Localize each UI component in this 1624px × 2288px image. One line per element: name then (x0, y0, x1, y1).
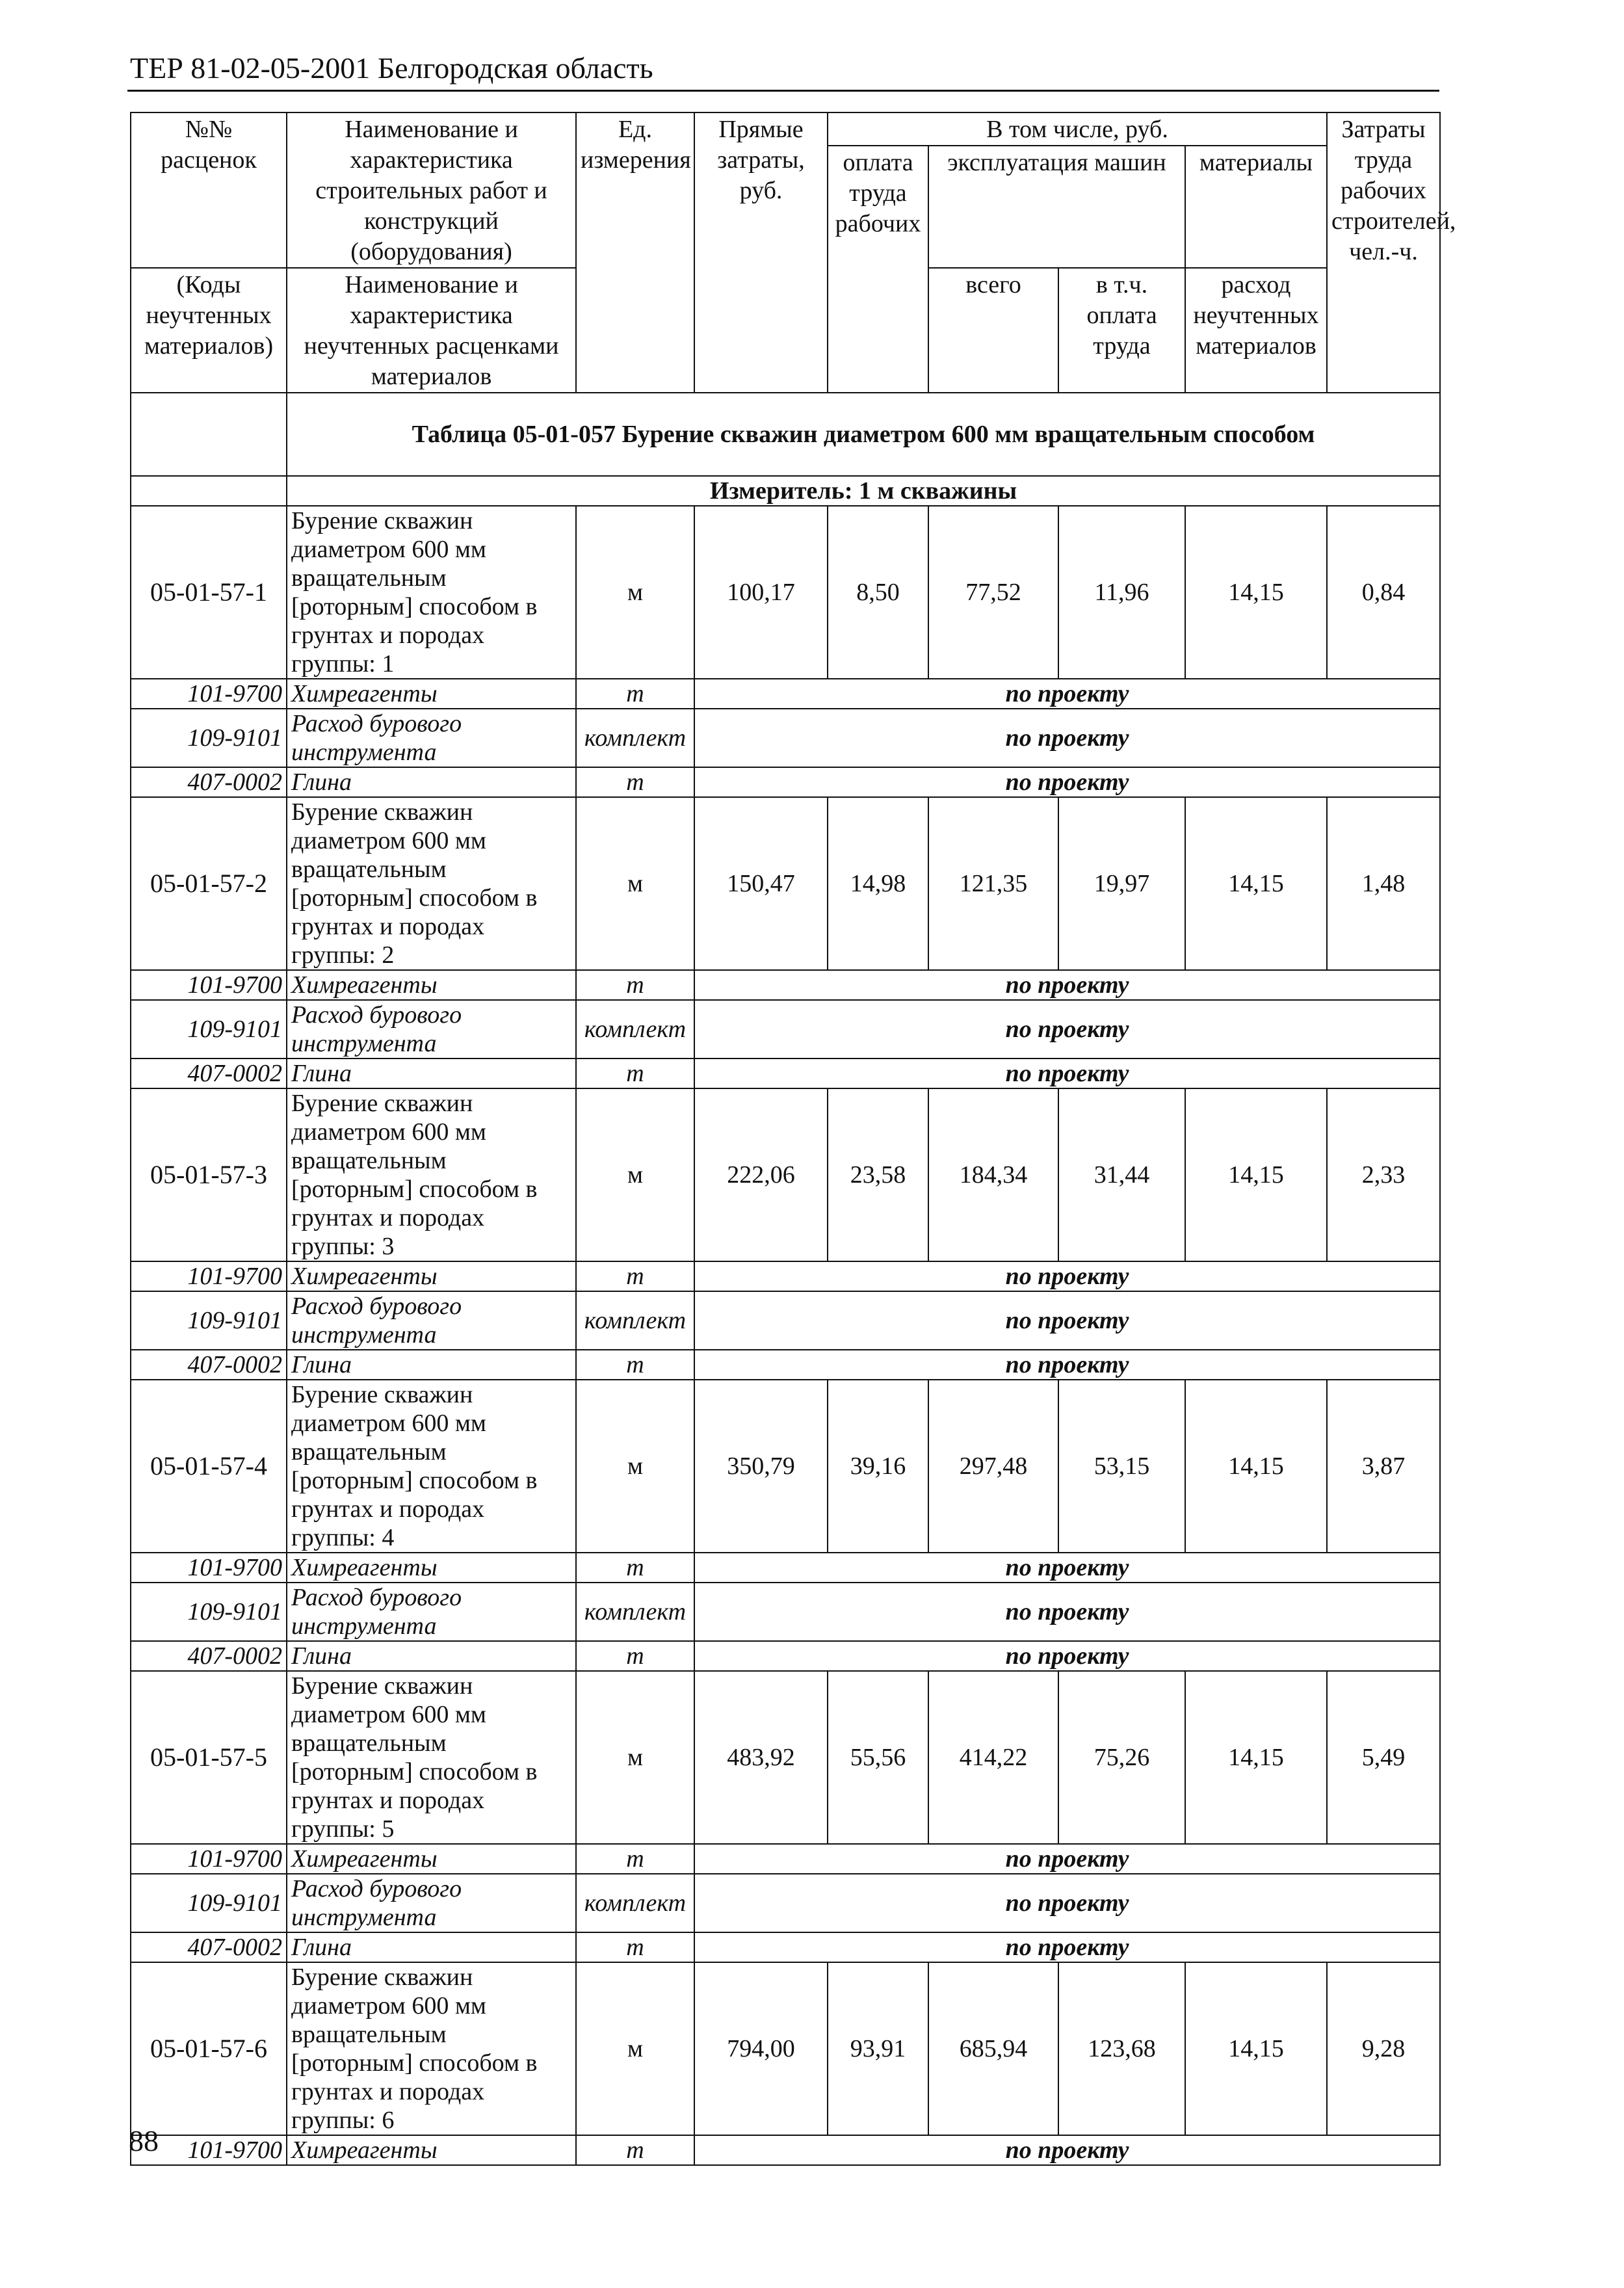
rate-machines-wages: 19,97 (1058, 797, 1185, 970)
rate-materials: 14,15 (1185, 1380, 1327, 1553)
material-row (131, 1350, 1440, 1380)
material-name: Глина (287, 1641, 576, 1671)
rate-name: Бурение скважин диаметром 600 мм вращательным [роторным] способом в грунтах и породах группы: 6 (287, 1962, 576, 2135)
material-value: по проекту (694, 2135, 1440, 2165)
material-code: 407-0002 (131, 1350, 287, 1380)
material-value: по проекту (694, 1553, 1440, 1583)
header-materials: материалы (1185, 146, 1327, 268)
measure-spacer (131, 476, 287, 506)
material-unit: комплект (576, 709, 694, 767)
rate-name: Бурение скважин диаметром 600 мм вращательным [роторным] способом в грунтах и породах группы: 2 (287, 797, 576, 970)
rate-name: Бурение скважин диаметром 600 мм вращательным [роторным] способом в грунтах и породах группы: 4 (287, 1380, 576, 1553)
material-unit: т (576, 2135, 694, 2165)
rate-unit: м (576, 1380, 694, 1553)
material-unit: т (576, 1261, 694, 1291)
material-name: Глина (287, 1932, 576, 1962)
material-value: по проекту (694, 1641, 1440, 1671)
rate-code: 05-01-57-3 (131, 1088, 287, 1261)
header-rule (127, 90, 1439, 92)
header-unit: Ед. измерения (576, 112, 694, 393)
rate-wages: 14,98 (828, 797, 928, 970)
rate-unit: м (576, 1671, 694, 1844)
material-name: Расход бурового инструмента (287, 1000, 576, 1059)
material-row (131, 1583, 1440, 1641)
material-row (131, 1641, 1440, 1671)
rate-labor: 3,87 (1327, 1380, 1440, 1553)
rate-name: Бурение скважин диаметром 600 мм вращательным [роторным] способом в грунтах и породах группы: 3 (287, 1088, 576, 1261)
rate-direct-costs: 150,47 (694, 797, 828, 970)
material-row (131, 1291, 1440, 1350)
material-row (131, 709, 1440, 767)
rate-direct-costs: 222,06 (694, 1088, 828, 1261)
material-code: 407-0002 (131, 1932, 287, 1962)
header-wages: оплата труда рабочих (828, 146, 928, 393)
material-code: 101-9700 (131, 1261, 287, 1291)
material-row (131, 1932, 1440, 1962)
material-code: 101-9700 (131, 1844, 287, 1874)
material-code: 109-9101 (131, 1583, 287, 1641)
material-unit: комплект (576, 1291, 694, 1350)
material-name: Расход бурового инструмента (287, 1291, 576, 1350)
material-row (131, 767, 1440, 797)
rate-direct-costs: 100,17 (694, 506, 828, 679)
rate-labor: 0,84 (1327, 506, 1440, 679)
material-unit: т (576, 1932, 694, 1962)
material-value: по проекту (694, 1291, 1440, 1350)
material-value: по проекту (694, 1844, 1440, 1874)
table-body (131, 393, 1440, 2165)
material-code: 407-0002 (131, 1059, 287, 1088)
rate-code: 05-01-57-4 (131, 1380, 287, 1553)
material-code: 109-9101 (131, 709, 287, 767)
rate-row (131, 1088, 1440, 1261)
rate-machines-total: 121,35 (928, 797, 1058, 970)
material-value: по проекту (694, 1932, 1440, 1962)
rate-unit: м (576, 1962, 694, 2135)
material-value: по проекту (694, 709, 1440, 767)
material-code: 109-9101 (131, 1874, 287, 1932)
rate-unit: м (576, 797, 694, 970)
material-row (131, 1553, 1440, 1583)
material-value: по проекту (694, 1583, 1440, 1641)
rate-direct-costs: 794,00 (694, 1962, 828, 2135)
material-name: Глина (287, 767, 576, 797)
material-row (131, 2135, 1440, 2165)
material-value: по проекту (694, 1350, 1440, 1380)
rate-machines-wages: 53,15 (1058, 1380, 1185, 1553)
header-materials-unaccounted: расход неучтенных материалов (1185, 268, 1327, 393)
material-code: 407-0002 (131, 1641, 287, 1671)
header-machines: эксплуатация машин (928, 146, 1185, 268)
material-row (131, 970, 1440, 1000)
material-code: 101-9700 (131, 970, 287, 1000)
table-title: Таблица 05-01-057 Бурение скважин диаметром 600 мм вращательным способом (287, 393, 1440, 476)
rate-labor: 1,48 (1327, 797, 1440, 970)
material-unit: комплект (576, 1000, 694, 1059)
material-name: Расход бурового инструмента (287, 1874, 576, 1932)
material-unit: т (576, 1350, 694, 1380)
material-name: Химреагенты (287, 1553, 576, 1583)
material-unit: т (576, 1844, 694, 1874)
rate-code: 05-01-57-6 (131, 1962, 287, 2135)
table-header (131, 112, 1456, 393)
material-unit: т (576, 679, 694, 709)
rate-machines-total: 685,94 (928, 1962, 1058, 2135)
material-value: по проекту (694, 970, 1440, 1000)
rate-machines-wages: 31,44 (1058, 1088, 1185, 1261)
rate-code: 05-01-57-1 (131, 506, 287, 679)
material-code: 109-9101 (131, 1000, 287, 1059)
rate-labor: 9,28 (1327, 1962, 1440, 2135)
rate-unit: м (576, 506, 694, 679)
rate-wages: 8,50 (828, 506, 928, 679)
measure-unit: Измеритель: 1 м скважины (287, 476, 1440, 506)
rate-row (131, 1671, 1440, 1844)
material-unit: комплект (576, 1874, 694, 1932)
running-header: ТЕР 81-02-05-2001 Белгородская область (130, 51, 653, 85)
header-work-name: Наименование и характеристика строительных работ и конструкций (оборудования) (287, 112, 576, 268)
rate-labor: 5,49 (1327, 1671, 1440, 1844)
material-unit: т (576, 1553, 694, 1583)
rate-materials: 14,15 (1185, 1088, 1327, 1261)
material-row (131, 1874, 1440, 1932)
material-name: Глина (287, 1059, 576, 1088)
rate-direct-costs: 350,79 (694, 1380, 828, 1553)
rate-name: Бурение скважин диаметром 600 мм вращательным [роторным] способом в грунтах и породах группы: 1 (287, 506, 576, 679)
material-name: Химреагенты (287, 1844, 576, 1874)
material-row (131, 1059, 1440, 1088)
material-name: Химреагенты (287, 1261, 576, 1291)
material-name: Глина (287, 1350, 576, 1380)
rate-direct-costs: 483,92 (694, 1671, 828, 1844)
header-direct-costs: Прямые затраты, руб. (694, 112, 828, 393)
material-value: по проекту (694, 1059, 1440, 1088)
header-including: В том числе, руб. (828, 112, 1327, 146)
rate-wages: 23,58 (828, 1088, 928, 1261)
material-value: по проекту (694, 767, 1440, 797)
rates-table (130, 112, 1456, 2166)
rate-machines-wages: 123,68 (1058, 1962, 1185, 2135)
title-spacer (131, 393, 287, 476)
material-unit: комплект (576, 1583, 694, 1641)
rate-wages: 93,91 (828, 1962, 928, 2135)
rate-wages: 55,56 (828, 1671, 928, 1844)
material-unit: т (576, 1059, 694, 1088)
material-code: 101-9700 (131, 2135, 287, 2165)
rate-materials: 14,15 (1185, 797, 1327, 970)
material-row (131, 1844, 1440, 1874)
rate-materials: 14,15 (1185, 1962, 1327, 2135)
rate-row (131, 797, 1440, 970)
rate-row (131, 1380, 1440, 1553)
rate-row (131, 506, 1440, 679)
rate-row (131, 1962, 1440, 2135)
material-value: по проекту (694, 1261, 1440, 1291)
material-unit: т (576, 970, 694, 1000)
header-machines-wages: в т.ч. оплата труда (1058, 268, 1185, 393)
header-machines-total: всего (928, 268, 1058, 393)
material-code: 109-9101 (131, 1291, 287, 1350)
material-code: 101-9700 (131, 1553, 287, 1583)
material-name: Расход бурового инструмента (287, 709, 576, 767)
rate-machines-wages: 11,96 (1058, 506, 1185, 679)
material-row (131, 1000, 1440, 1059)
header-rate-number: №№ расценок (131, 112, 287, 268)
material-value: по проекту (694, 679, 1440, 709)
material-name: Химреагенты (287, 970, 576, 1000)
page-number: 88 (129, 2124, 159, 2157)
material-code: 407-0002 (131, 767, 287, 797)
rate-wages: 39,16 (828, 1380, 928, 1553)
material-unit: т (576, 1641, 694, 1671)
material-code: 101-9700 (131, 679, 287, 709)
rate-unit: м (576, 1088, 694, 1261)
rate-name: Бурение скважин диаметром 600 мм вращательным [роторным] способом в грунтах и породах группы: 5 (287, 1671, 576, 1844)
rate-code: 05-01-57-5 (131, 1671, 287, 1844)
material-value: по проекту (694, 1000, 1440, 1059)
material-name: Химреагенты (287, 679, 576, 709)
rate-materials: 14,15 (1185, 1671, 1327, 1844)
rate-materials: 14,15 (1185, 506, 1327, 679)
header-codes: (Коды неучтенных материалов) (131, 268, 287, 393)
rate-machines-total: 77,52 (928, 506, 1058, 679)
rate-machines-total: 297,48 (928, 1380, 1058, 1553)
material-unit: т (576, 767, 694, 797)
rate-labor: 2,33 (1327, 1088, 1440, 1261)
rate-code: 05-01-57-2 (131, 797, 287, 970)
header-labor: Затраты труда рабочих строителей, чел.-ч. (1327, 112, 1440, 393)
material-row (131, 1261, 1440, 1291)
material-name: Химреагенты (287, 2135, 576, 2165)
rate-machines-total: 414,22 (928, 1671, 1058, 1844)
material-name: Расход бурового инструмента (287, 1583, 576, 1641)
header-material-name: Наименование и характеристика неучтенных расценками материалов (287, 268, 576, 393)
rate-machines-total: 184,34 (928, 1088, 1058, 1261)
rate-machines-wages: 75,26 (1058, 1671, 1185, 1844)
material-value: по проекту (694, 1874, 1440, 1932)
material-row (131, 679, 1440, 709)
